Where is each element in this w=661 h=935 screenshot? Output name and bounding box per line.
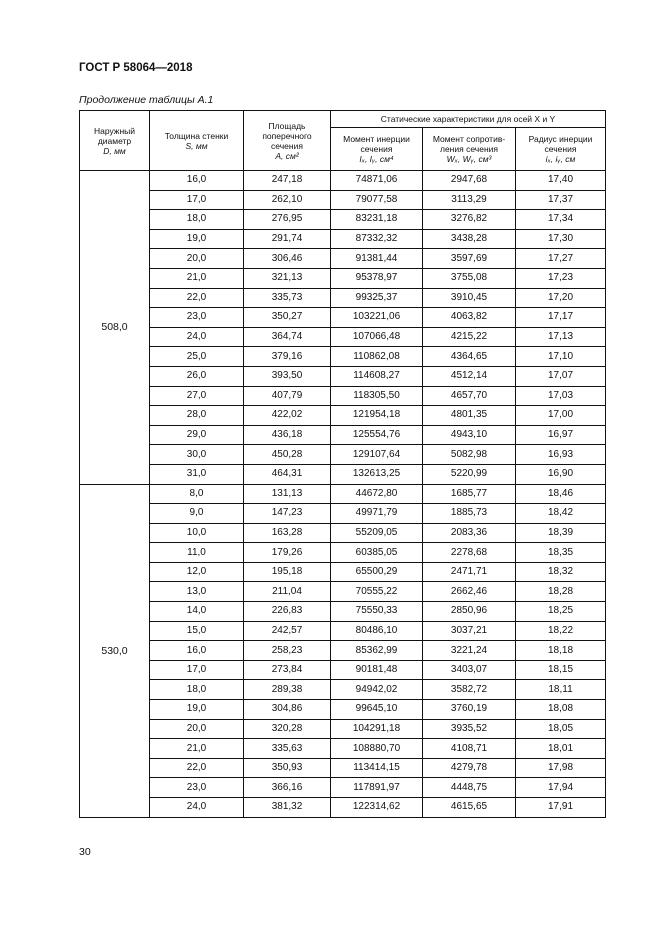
table-cell: 75550,33 bbox=[331, 602, 423, 622]
table-row bbox=[80, 484, 606, 504]
table-cell: 4108,71 bbox=[423, 739, 516, 759]
table-row bbox=[80, 700, 606, 720]
table-cell: 28,0 bbox=[150, 406, 244, 426]
table-cell: 147,23 bbox=[244, 504, 331, 524]
table-cell: 18,28 bbox=[516, 582, 606, 602]
table-cell: 15,0 bbox=[150, 621, 244, 641]
table-row bbox=[80, 758, 606, 778]
table-cell: 17,37 bbox=[516, 190, 606, 210]
table-cell: 23,0 bbox=[150, 778, 244, 798]
table-cell: 12,0 bbox=[150, 562, 244, 582]
table-row bbox=[80, 798, 606, 818]
table-row bbox=[80, 386, 606, 406]
table-cell: 24,0 bbox=[150, 798, 244, 818]
table-cell: 8,0 bbox=[150, 484, 244, 504]
table-cell: 131,13 bbox=[244, 484, 331, 504]
table-cell: 20,0 bbox=[150, 249, 244, 269]
table-cell: 436,18 bbox=[244, 425, 331, 445]
table-cell: 125554,76 bbox=[331, 425, 423, 445]
table-cell: 1685,77 bbox=[423, 484, 516, 504]
table-cell: 3935,52 bbox=[423, 719, 516, 739]
col-header-modulus: Момент сопротив- ления сечения Wₓ, Wᵧ, см³ bbox=[423, 128, 516, 171]
table-cell: 2947,68 bbox=[423, 171, 516, 191]
table-cell: 320,28 bbox=[244, 719, 331, 739]
table-cell: 18,0 bbox=[150, 680, 244, 700]
table-cell: 18,46 bbox=[516, 484, 606, 504]
table-cell: 381,32 bbox=[244, 798, 331, 818]
table-cell: 17,0 bbox=[150, 190, 244, 210]
table-cell: 18,0 bbox=[150, 210, 244, 230]
table-cell: 17,30 bbox=[516, 229, 606, 249]
table-cell: 4943,10 bbox=[423, 425, 516, 445]
table-cell: 30,0 bbox=[150, 445, 244, 465]
table-cell: 74871,06 bbox=[331, 171, 423, 191]
table-cell: 350,93 bbox=[244, 758, 331, 778]
table-cell: 18,05 bbox=[516, 719, 606, 739]
table-cell: 18,22 bbox=[516, 621, 606, 641]
table-cell: 11,0 bbox=[150, 543, 244, 563]
table-cell: 113414,15 bbox=[331, 758, 423, 778]
table-cell: 21,0 bbox=[150, 268, 244, 288]
table-cell: 179,26 bbox=[244, 543, 331, 563]
table-row bbox=[80, 249, 606, 269]
table-cell: 14,0 bbox=[150, 602, 244, 622]
table-cell: 4657,70 bbox=[423, 386, 516, 406]
table-cell: 18,32 bbox=[516, 562, 606, 582]
table-cell: 3403,07 bbox=[423, 660, 516, 680]
table-cell: 17,00 bbox=[516, 406, 606, 426]
table-row bbox=[80, 425, 606, 445]
table-cell: 450,28 bbox=[244, 445, 331, 465]
table-row bbox=[80, 229, 606, 249]
table-cell: 13,0 bbox=[150, 582, 244, 602]
table-cell: 407,79 bbox=[244, 386, 331, 406]
table-cell: 20,0 bbox=[150, 719, 244, 739]
table-cell: 4512,14 bbox=[423, 366, 516, 386]
table-caption: Продолжение таблицы А.1 bbox=[79, 94, 214, 106]
table-cell: 17,0 bbox=[150, 660, 244, 680]
table-cell: 17,40 bbox=[516, 171, 606, 191]
table-cell: 31,0 bbox=[150, 464, 244, 484]
table-row bbox=[80, 327, 606, 347]
table-row bbox=[80, 562, 606, 582]
table-cell: 79077,58 bbox=[331, 190, 423, 210]
table-cell: 27,0 bbox=[150, 386, 244, 406]
diameter-cell: 530,0 bbox=[80, 484, 150, 817]
table-cell: 4801,35 bbox=[423, 406, 516, 426]
table-cell: 4279,78 bbox=[423, 758, 516, 778]
table-cell: 4063,82 bbox=[423, 308, 516, 328]
table-cell: 273,84 bbox=[244, 660, 331, 680]
table-cell: 18,18 bbox=[516, 641, 606, 661]
table-cell: 350,27 bbox=[244, 308, 331, 328]
table-cell: 2850,96 bbox=[423, 602, 516, 622]
table-cell: 3276,82 bbox=[423, 210, 516, 230]
document-header: ГОСТ Р 58064—2018 bbox=[79, 62, 193, 74]
table-cell: 90181,48 bbox=[331, 660, 423, 680]
table-cell: 195,18 bbox=[244, 562, 331, 582]
table-row bbox=[80, 602, 606, 622]
table-cell: 3755,08 bbox=[423, 268, 516, 288]
table-row bbox=[80, 445, 606, 465]
table-cell: 5220,99 bbox=[423, 464, 516, 484]
table-row bbox=[80, 406, 606, 426]
table-cell: 335,73 bbox=[244, 288, 331, 308]
table-cell: 25,0 bbox=[150, 347, 244, 367]
table-cell: 21,0 bbox=[150, 739, 244, 759]
table-cell: 65500,29 bbox=[331, 562, 423, 582]
table-cell: 276,95 bbox=[244, 210, 331, 230]
table-cell: 85362,99 bbox=[331, 641, 423, 661]
table-cell: 9,0 bbox=[150, 504, 244, 524]
table-cell: 3221,24 bbox=[423, 641, 516, 661]
table-cell: 129107,64 bbox=[331, 445, 423, 465]
table-cell: 18,01 bbox=[516, 739, 606, 759]
table-cell: 17,91 bbox=[516, 798, 606, 818]
table-row bbox=[80, 308, 606, 328]
table-cell: 83231,18 bbox=[331, 210, 423, 230]
table-cell: 132613,25 bbox=[331, 464, 423, 484]
table-cell: 17,20 bbox=[516, 288, 606, 308]
table-cell: 306,46 bbox=[244, 249, 331, 269]
table-row bbox=[80, 504, 606, 524]
table-cell: 17,17 bbox=[516, 308, 606, 328]
table-row bbox=[80, 171, 606, 191]
table-cell: 19,0 bbox=[150, 700, 244, 720]
table-cell: 3037,21 bbox=[423, 621, 516, 641]
table-row bbox=[80, 680, 606, 700]
table-cell: 18,42 bbox=[516, 504, 606, 524]
table-cell: 18,39 bbox=[516, 523, 606, 543]
table-cell: 4215,22 bbox=[423, 327, 516, 347]
table-row bbox=[80, 582, 606, 602]
table-cell: 2662,46 bbox=[423, 582, 516, 602]
table-cell: 163,28 bbox=[244, 523, 331, 543]
table-cell: 19,0 bbox=[150, 229, 244, 249]
table-cell: 70555,22 bbox=[331, 582, 423, 602]
table-cell: 60385,05 bbox=[331, 543, 423, 563]
table-cell: 103221,06 bbox=[331, 308, 423, 328]
table-cell: 22,0 bbox=[150, 288, 244, 308]
table-cell: 16,97 bbox=[516, 425, 606, 445]
table-row bbox=[80, 660, 606, 680]
table-cell: 17,94 bbox=[516, 778, 606, 798]
table-cell: 289,38 bbox=[244, 680, 331, 700]
table-cell: 17,03 bbox=[516, 386, 606, 406]
table-cell: 247,18 bbox=[244, 171, 331, 191]
table-row bbox=[80, 778, 606, 798]
table-cell: 16,93 bbox=[516, 445, 606, 465]
table-cell: 17,27 bbox=[516, 249, 606, 269]
col-header-diameter: Наружный диаметр D, мм bbox=[80, 111, 150, 171]
table-cell: 4448,75 bbox=[423, 778, 516, 798]
table-cell: 18,25 bbox=[516, 602, 606, 622]
table-row bbox=[80, 288, 606, 308]
table-cell: 242,57 bbox=[244, 621, 331, 641]
table-row bbox=[80, 739, 606, 759]
table-cell: 1885,73 bbox=[423, 504, 516, 524]
table-cell: 17,10 bbox=[516, 347, 606, 367]
table-row bbox=[80, 621, 606, 641]
table-cell: 49971,79 bbox=[331, 504, 423, 524]
table-row bbox=[80, 190, 606, 210]
table-cell: 4364,65 bbox=[423, 347, 516, 367]
table-cell: 17,34 bbox=[516, 210, 606, 230]
table-cell: 10,0 bbox=[150, 523, 244, 543]
table-cell: 2083,36 bbox=[423, 523, 516, 543]
table-row bbox=[80, 641, 606, 661]
table-cell: 3582,72 bbox=[423, 680, 516, 700]
table-cell: 211,04 bbox=[244, 582, 331, 602]
table-cell: 258,23 bbox=[244, 641, 331, 661]
col-header-area: Площадь поперечного сечения A, см² bbox=[244, 111, 331, 171]
table-cell: 17,13 bbox=[516, 327, 606, 347]
table-cell: 118305,50 bbox=[331, 386, 423, 406]
table-cell: 18,15 bbox=[516, 660, 606, 680]
table-cell: 464,31 bbox=[244, 464, 331, 484]
table-cell: 104291,18 bbox=[331, 719, 423, 739]
table-cell: 422,02 bbox=[244, 406, 331, 426]
table-cell: 94942,02 bbox=[331, 680, 423, 700]
table-cell: 18,08 bbox=[516, 700, 606, 720]
table-cell: 16,0 bbox=[150, 641, 244, 661]
table-cell: 114608,27 bbox=[331, 366, 423, 386]
data-table bbox=[79, 110, 606, 818]
table-cell: 121954,18 bbox=[331, 406, 423, 426]
table-cell: 87332,32 bbox=[331, 229, 423, 249]
table-cell: 226,83 bbox=[244, 602, 331, 622]
page-number: 30 bbox=[79, 846, 91, 858]
table-row bbox=[80, 523, 606, 543]
table-cell: 18,11 bbox=[516, 680, 606, 700]
table-cell: 17,07 bbox=[516, 366, 606, 386]
table-cell: 107066,48 bbox=[331, 327, 423, 347]
table-cell: 379,16 bbox=[244, 347, 331, 367]
table-cell: 26,0 bbox=[150, 366, 244, 386]
table-cell: 304,86 bbox=[244, 700, 331, 720]
table-cell: 99645,10 bbox=[331, 700, 423, 720]
table-cell: 108880,70 bbox=[331, 739, 423, 759]
table-cell: 29,0 bbox=[150, 425, 244, 445]
table-row bbox=[80, 543, 606, 563]
table-cell: 99325,37 bbox=[331, 288, 423, 308]
table-cell: 393,50 bbox=[244, 366, 331, 386]
col-header-group: Статические характеристики для осей X и Y bbox=[331, 111, 606, 128]
table-cell: 262,10 bbox=[244, 190, 331, 210]
table-cell: 23,0 bbox=[150, 308, 244, 328]
col-header-inertia: Момент инерции сечения Iₓ, Iᵧ, см⁴ bbox=[331, 128, 423, 171]
table-cell: 122314,62 bbox=[331, 798, 423, 818]
table-cell: 2471,71 bbox=[423, 562, 516, 582]
table-cell: 3113,29 bbox=[423, 190, 516, 210]
table-cell: 17,23 bbox=[516, 268, 606, 288]
table-cell: 24,0 bbox=[150, 327, 244, 347]
table-cell: 17,98 bbox=[516, 758, 606, 778]
col-header-wall: Толщина стенки S, мм bbox=[150, 111, 244, 171]
table-row bbox=[80, 347, 606, 367]
table-cell: 5082,98 bbox=[423, 445, 516, 465]
table-cell: 80486,10 bbox=[331, 621, 423, 641]
table-row bbox=[80, 268, 606, 288]
table-row bbox=[80, 719, 606, 739]
table-cell: 2278,68 bbox=[423, 543, 516, 563]
table-cell: 16,0 bbox=[150, 171, 244, 191]
table-cell: 3760,19 bbox=[423, 700, 516, 720]
table-cell: 4615,65 bbox=[423, 798, 516, 818]
table-cell: 91381,44 bbox=[331, 249, 423, 269]
table-cell: 3438,28 bbox=[423, 229, 516, 249]
table-cell: 335,63 bbox=[244, 739, 331, 759]
table-cell: 55209,05 bbox=[331, 523, 423, 543]
table-cell: 18,35 bbox=[516, 543, 606, 563]
table-cell: 110862,08 bbox=[331, 347, 423, 367]
table-cell: 3910,45 bbox=[423, 288, 516, 308]
table-cell: 291,74 bbox=[244, 229, 331, 249]
table-row bbox=[80, 210, 606, 230]
table-row bbox=[80, 366, 606, 386]
table-cell: 366,16 bbox=[244, 778, 331, 798]
col-header-radius: Радиус инерции сечения iₓ, iᵧ, см bbox=[516, 128, 606, 171]
table-row bbox=[80, 464, 606, 484]
table-cell: 16,90 bbox=[516, 464, 606, 484]
table-cell: 3597,69 bbox=[423, 249, 516, 269]
table-cell: 95378,97 bbox=[331, 268, 423, 288]
table-cell: 22,0 bbox=[150, 758, 244, 778]
table-cell: 321,13 bbox=[244, 268, 331, 288]
table-cell: 364,74 bbox=[244, 327, 331, 347]
table-cell: 44672,80 bbox=[331, 484, 423, 504]
diameter-cell: 508,0 bbox=[80, 171, 150, 485]
table-cell: 117891,97 bbox=[331, 778, 423, 798]
